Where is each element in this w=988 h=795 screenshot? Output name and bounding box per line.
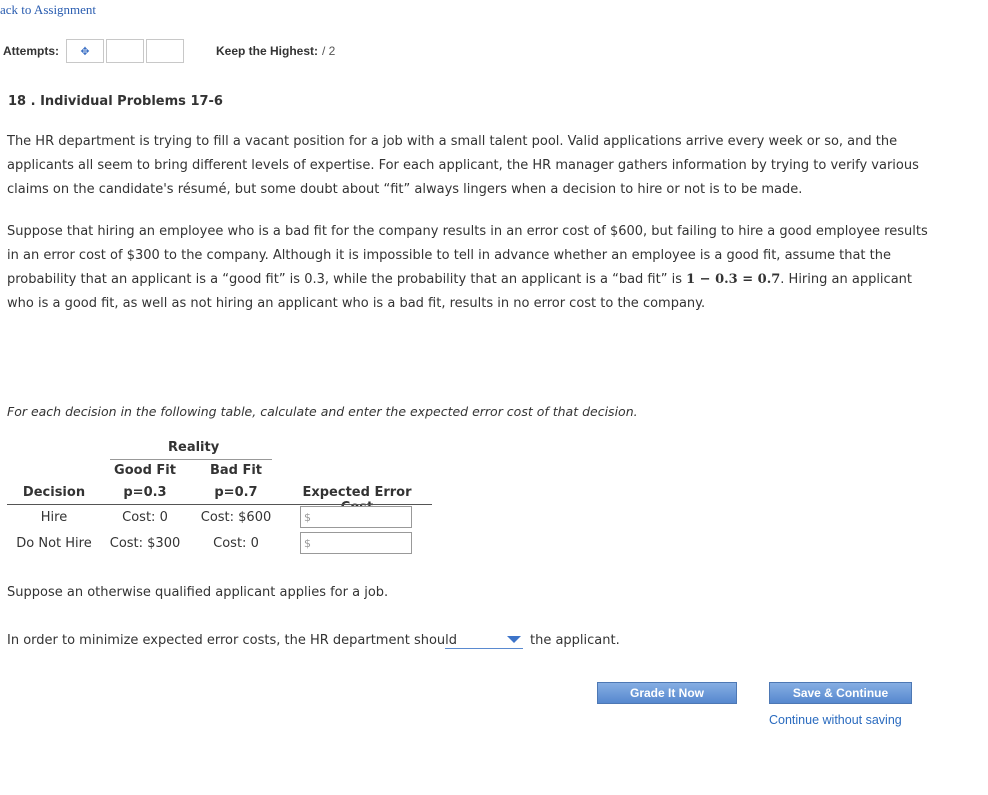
decision-header: Decision bbox=[22, 485, 86, 500]
row-do-not-hire-bad-cost: Cost: 0 bbox=[213, 536, 259, 551]
attempt-box-1[interactable] bbox=[66, 39, 104, 63]
dollar-prefix: $ bbox=[304, 536, 311, 550]
question-intro: Suppose an otherwise qualified applicant applies for a job. bbox=[7, 585, 389, 600]
back-to-assignment-link[interactable]: ack to Assignment bbox=[0, 2, 97, 17]
continue-without-saving-link[interactable]: Continue without saving bbox=[769, 713, 902, 727]
attempt-box-2[interactable] bbox=[106, 39, 144, 63]
table-instruction: For each decision in the following table, calculate and enter the expected error cost of that decision. bbox=[7, 404, 638, 419]
do-not-hire-expected-cost-input[interactable] bbox=[300, 532, 412, 554]
bad-fit-header: Bad Fit bbox=[209, 463, 263, 478]
row-hire-bad-cost: Cost: $600 bbox=[200, 510, 272, 525]
save-and-continue-button[interactable]: Save & Continue bbox=[769, 682, 912, 704]
reality-divider bbox=[110, 459, 272, 460]
row-do-not-hire-decision: Do Not Hire bbox=[16, 536, 92, 551]
probability-math: 1 − 0.3 = 0.7 bbox=[686, 272, 781, 287]
row-hire-decision: Hire bbox=[40, 510, 68, 525]
attempt-box-3[interactable] bbox=[146, 39, 184, 63]
keep-highest-value: / 2 bbox=[322, 44, 336, 58]
good-fit-header: Good Fit bbox=[114, 463, 176, 478]
question-suffix: the applicant. bbox=[530, 633, 620, 648]
row-do-not-hire-good-cost: Cost: $300 bbox=[109, 536, 181, 551]
question-prompt: In order to minimize expected error costs, the HR department should bbox=[7, 633, 458, 648]
row-hire-good-cost: Cost: 0 bbox=[122, 510, 168, 525]
paragraph-2-text-b: . Hiring an applicant who is a good fit, as well as not hiring an applicant who is a bad fit, results in no error cost to the company. bbox=[7, 272, 912, 311]
table-header-divider bbox=[7, 504, 432, 505]
grade-it-now-button[interactable]: Grade It Now bbox=[597, 682, 737, 704]
problem-title: 18 . Individual Problems 17-6 bbox=[8, 94, 223, 109]
problem-paragraph-2 bbox=[7, 220, 937, 316]
paragraph-2-text-a: Suppose that hiring an employee who is a bad fit for the company results in an error cost of $600, but failing to hire a good employee results in an error cost of $300 to the company. Although it is impossible to tell in advance whether an employee is a good fit, assume that the probability that an applicant is a “good fit” is 0.3, while the probability that an applicant is a “bad fit” is bbox=[7, 224, 928, 287]
decision-dropdown[interactable] bbox=[445, 633, 523, 649]
good-fit-probability: p=0.3 bbox=[123, 485, 167, 500]
bad-fit-probability: p=0.7 bbox=[214, 485, 258, 500]
expected-error-cost-header: Expected Error bbox=[302, 485, 412, 500]
chevron-down-icon bbox=[507, 636, 521, 643]
attempts-label: Attempts: bbox=[3, 44, 59, 58]
reality-header: Reality bbox=[168, 440, 220, 455]
hire-expected-cost-input[interactable] bbox=[300, 506, 412, 528]
move-icon: ✥ bbox=[80, 44, 90, 58]
problem-paragraph-1: The HR department is trying to fill a vacant position for a job with a small talent pool. Valid applications arrive every week or so, and the applicants all seem to bring different levels of expertise. For each applicant, the HR manager gathers information by trying to verify various claims on the candidate's résumé, but some doubt about “fit” always lingers when a decision to hire or not is to be made. bbox=[7, 134, 919, 197]
dollar-prefix: $ bbox=[304, 510, 311, 524]
keep-highest-label: Keep the Highest: bbox=[216, 44, 319, 58]
